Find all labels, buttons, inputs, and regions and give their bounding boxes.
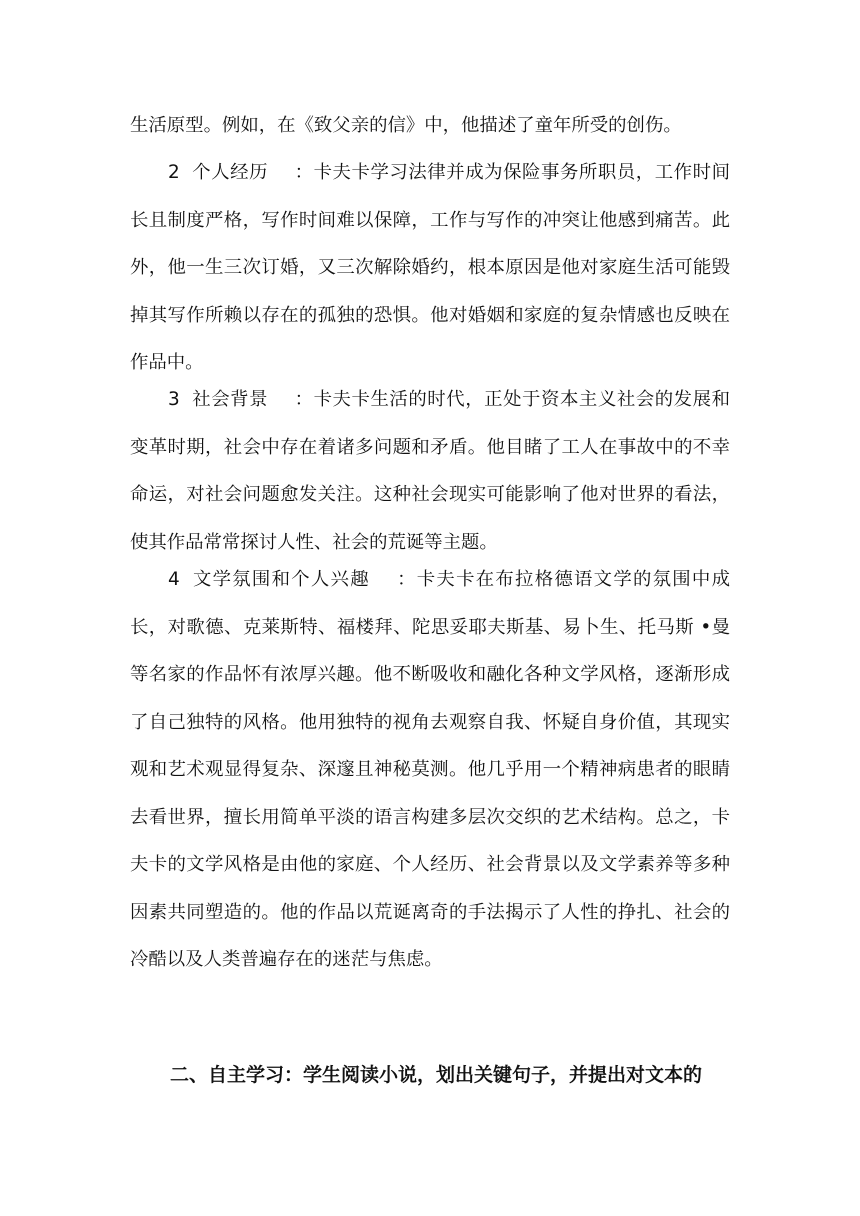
item-body: 卡夫卡在布拉格德语文学的氛围中成长，对歌德、克莱斯特、福楼拜、陀思妥耶夫斯基、易卜生、托马斯 •曼等名家的作品怀有浓厚兴趣。他不断吸收和融化各种文学风格，逐渐形成了自己独特的风格。他用独特的视角去观察自我、怀疑自身价值，其现实观和艺术观显得复杂、深邃且神秘莫测。他几乎用一个精神病患者的眼睛去看世界，擅长用简单平淡的语言构建多层次交织的艺术结构。总之，卡夫卡的文学风格是由他的家庭、个人经历、社会背景以及文学素养等多种因素共同塑造的。他的作品以荒诞离奇的手法揭示了人性的挣扎、社会的冷酷以及人类普遍存在的迷茫与焦虑。 bbox=[130, 569, 730, 970]
item-literary-atmosphere bbox=[130, 556, 730, 984]
item-social-background bbox=[130, 376, 730, 566]
item-title: 社会背景 bbox=[191, 389, 269, 410]
item-separator: ： bbox=[395, 569, 417, 590]
item-separator: ： bbox=[294, 162, 314, 183]
item-number: 4 bbox=[168, 569, 180, 590]
item-separator: ： bbox=[294, 389, 314, 410]
item-body: 卡夫卡生活的时代，正处于资本主义社会的发展和变革时期，社会中存在着诸多问题和矛盾。他目睹了工人在事故中的不幸命运，对社会问题愈发关注。这种社会现实可能影响了他对世界的看法，使其作品常常探讨人性、社会的荒诞等主题。 bbox=[130, 389, 730, 553]
item-personal-experience bbox=[130, 149, 730, 387]
item-number: 2 bbox=[168, 162, 180, 183]
item-title: 个人经历 bbox=[191, 162, 269, 183]
item-body: 卡夫卡学习法律并成为保险事务所职员，工作时间长且制度严格，写作时间难以保障，工作与写作的冲突让他感到痛苦。此外，他一生三次订婚，又三次解除婚约，根本原因是他对家庭生活可能毁掉其写作所赖以存在的孤独的恐惧。他对婚姻和家庭的复杂情感也反映在作品中。 bbox=[130, 162, 730, 373]
item-title: 文学氛围和个人兴趣 bbox=[191, 569, 370, 590]
section-heading: 二、自主学习：学生阅读小说，划出关键句子，并提出对文本的 bbox=[170, 1064, 703, 1086]
item-number: 3 bbox=[168, 389, 180, 410]
intro-line: 生活原型。例如，在《致父亲的信》中，他描述了童年所受的创伤。 bbox=[130, 115, 682, 136]
